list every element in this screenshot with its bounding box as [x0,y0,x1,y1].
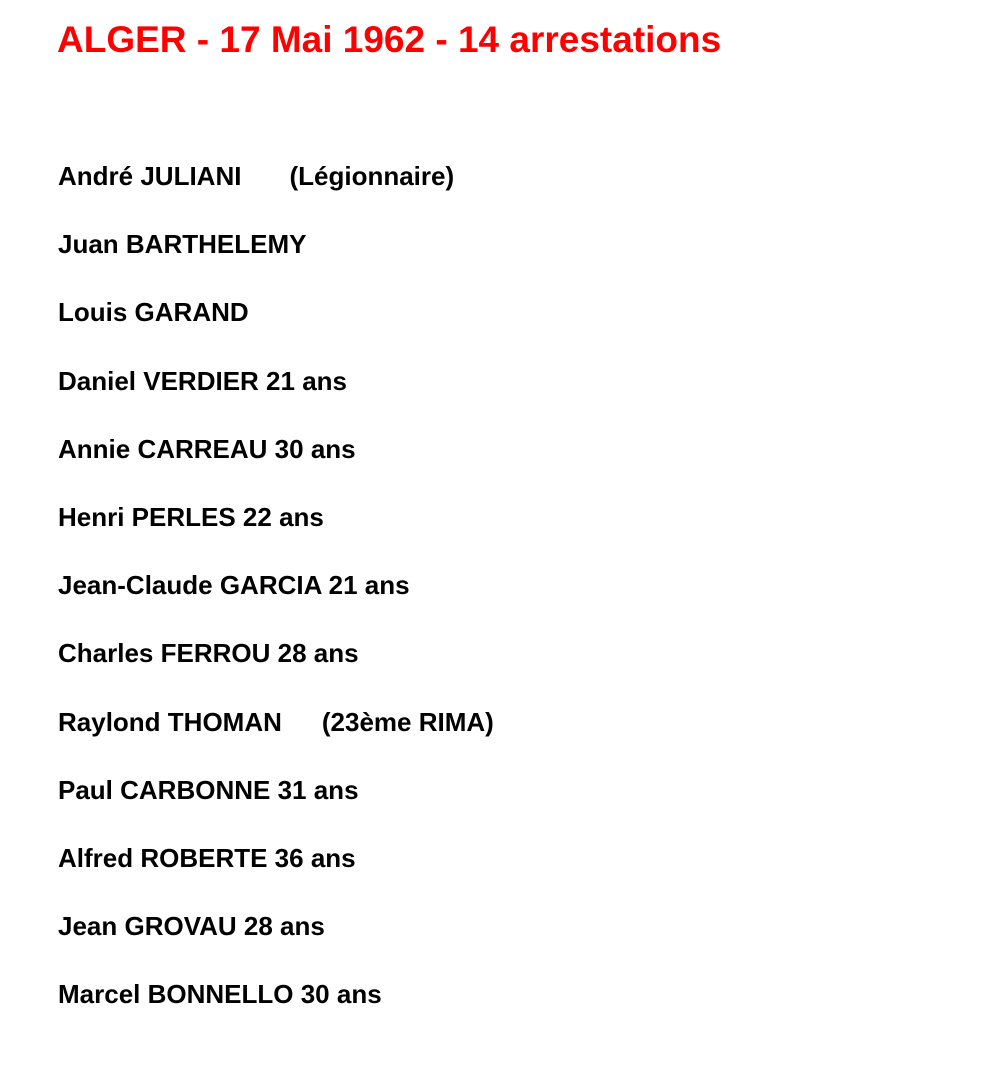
person-name: Annie CARREAU 30 ans [58,433,356,464]
person-name: Raylond THOMAN [58,706,282,737]
person-note: (23ème RIMA) [321,706,494,737]
person-name: Henri PERLES 22 ans [58,501,324,532]
page-title: ALGER - 17 Mai 1962 - 14 arrestations [57,19,722,60]
person-name: Jean GROVAU 28 ans [58,911,325,942]
person-name: Paul CARBONNE 31 ans [58,774,359,805]
list-item [58,972,494,1040]
list-item [58,768,494,836]
person-name: André JULIANI [58,161,242,191]
list-item [58,563,494,631]
list-item [58,290,494,358]
list-item [58,359,494,427]
person-note: (Légionnaire) [289,161,455,191]
person-name: Louis GARAND [58,297,249,328]
list-item [58,427,494,495]
list-item [58,836,494,904]
list-item [58,154,494,222]
list-item [58,495,494,563]
list-item [58,631,494,699]
person-name: Juan BARTHELEMY [58,229,307,260]
person-name: Charles FERROU 28 ans [58,638,359,669]
person-name: Jean-Claude GARCIA 21 ans [58,570,410,601]
list-item [58,700,494,768]
person-name: Alfred ROBERTE 36 ans [58,842,356,873]
arrest-list [58,154,494,1040]
list-item [58,222,494,290]
person-name: Marcel BONNELLO 30 ans [58,979,382,1010]
list-item [58,904,494,972]
person-name: Daniel VERDIER 21 ans [58,365,347,396]
